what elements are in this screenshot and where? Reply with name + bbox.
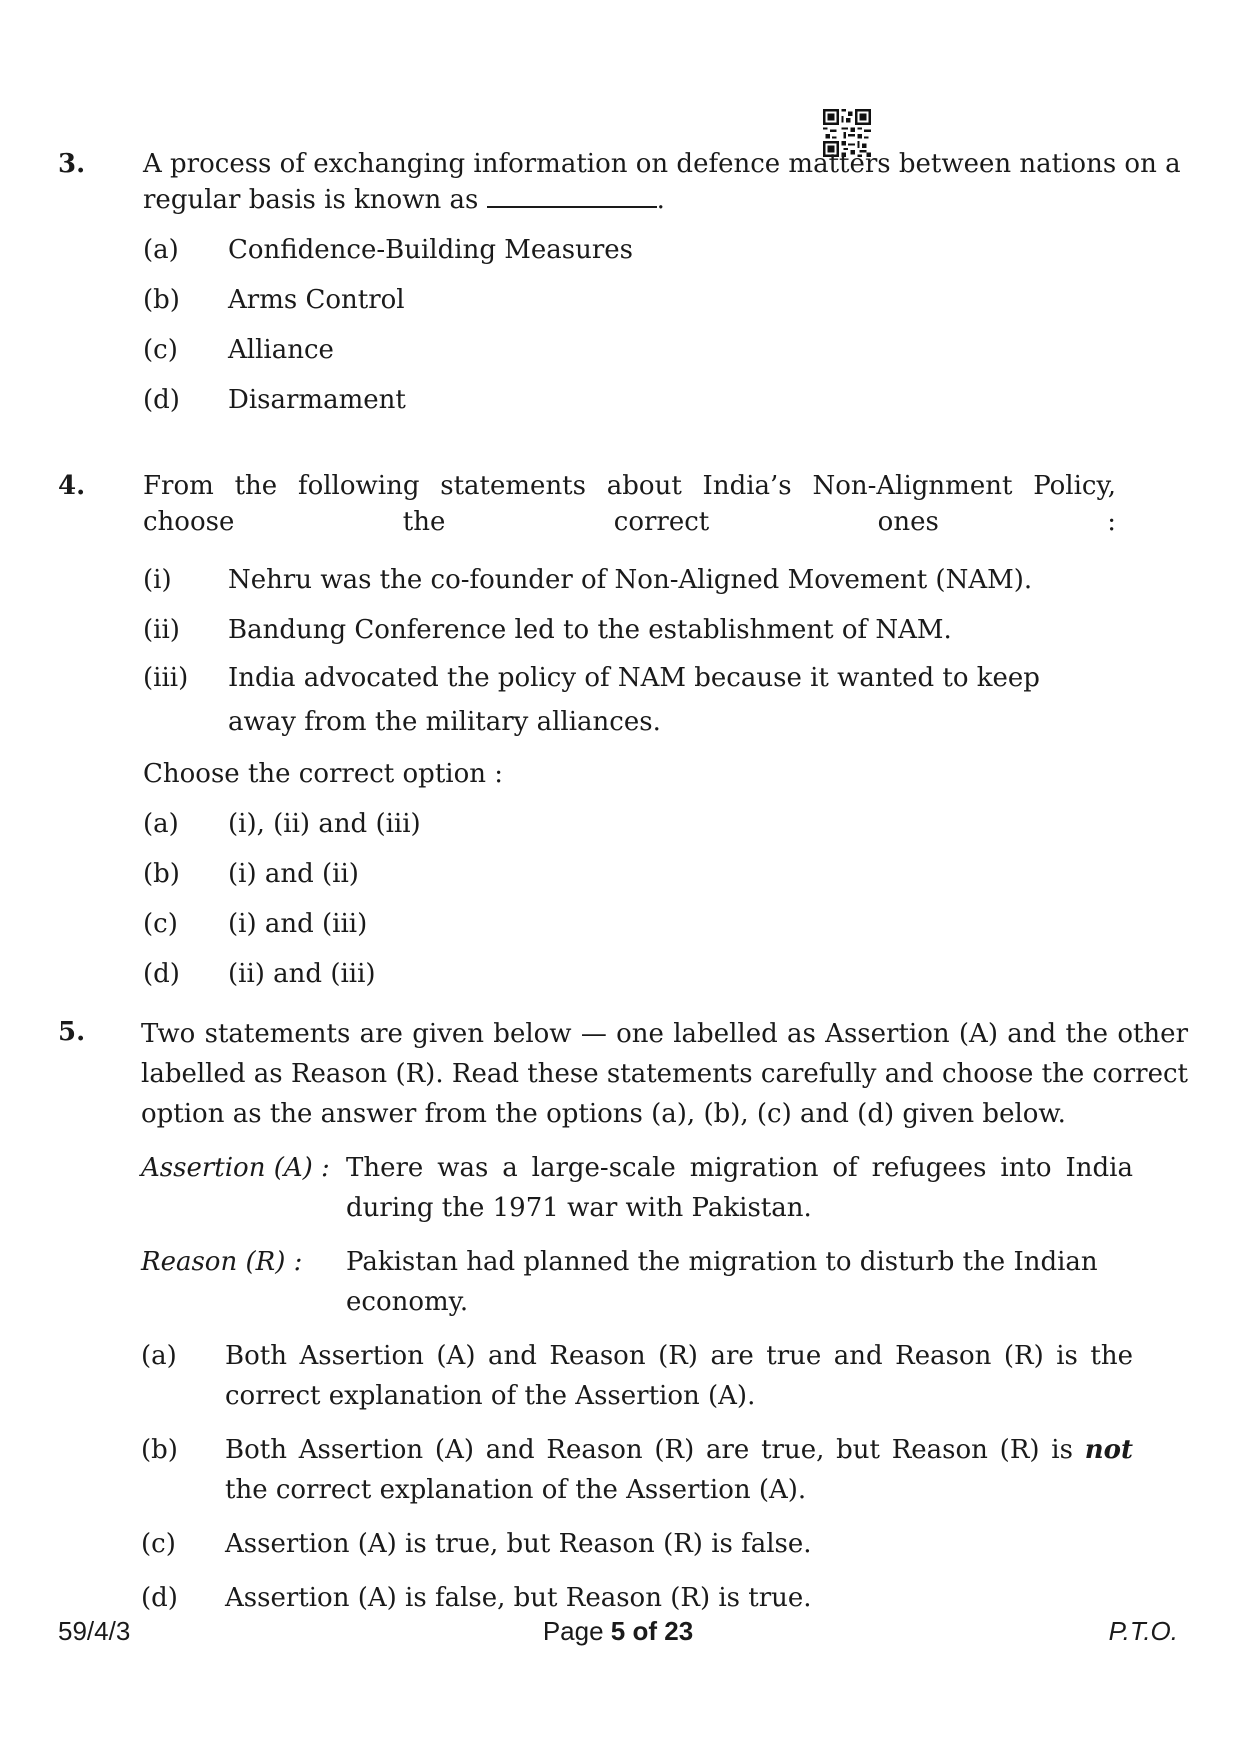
option-label: (a) xyxy=(143,809,179,839)
option-d xyxy=(143,382,1188,418)
question-stem: Two statements are given below — one labelled as Assertion (A) and the other labelled as Reason (R). Read these statements carefully and choose the correct option as the answer from the options (a), (b), (c) and (d) given below. xyxy=(141,1019,1188,1129)
option-b xyxy=(143,856,1116,892)
statement-label: (iii) xyxy=(143,663,189,693)
statement-iii xyxy=(143,656,1116,744)
option-label: (d) xyxy=(141,1583,178,1613)
question-number: 3. xyxy=(58,149,86,179)
assertion-label: Assertion (A) : xyxy=(141,1153,330,1183)
option-d xyxy=(143,956,1116,992)
statement-text: Nehru was the co-founder of Non-Aligned Movement (NAM). xyxy=(228,565,1033,595)
choose-prompt: Choose the correct option : xyxy=(143,759,504,789)
option-text: (i) and (ii) xyxy=(228,859,359,889)
statement-text: Bandung Conference led to the establishment of NAM. xyxy=(228,615,952,645)
option-emphasis: not xyxy=(1084,1435,1133,1465)
option-text: (ii) and (iii) xyxy=(228,959,376,989)
statement-label: (ii) xyxy=(143,615,180,645)
question-number: 5. xyxy=(58,1017,86,1047)
options-list xyxy=(143,232,1188,418)
option-text: Arms Control xyxy=(228,285,405,315)
pto-label: P.T.O. xyxy=(1108,1616,1178,1646)
option-label: (d) xyxy=(143,959,180,989)
option-label: (c) xyxy=(143,335,178,365)
fill-in-blank xyxy=(487,182,657,208)
option-label: (a) xyxy=(141,1341,177,1371)
page-prefix: Page xyxy=(542,1616,611,1646)
option-text-continued: the correct explanation of the Assertion (A). xyxy=(225,1475,807,1505)
assertion-reason-block xyxy=(141,1148,1188,1322)
option-text: Confidence-Building Measures xyxy=(228,235,633,265)
question-stem xyxy=(143,146,1188,218)
option-label: (a) xyxy=(143,235,179,265)
option-text: Assertion (A) is false, but Reason (R) is true. xyxy=(225,1583,812,1613)
question-body xyxy=(143,468,1116,992)
option-c xyxy=(143,906,1116,942)
option-a xyxy=(143,232,1188,268)
statement-ii xyxy=(143,612,1116,648)
option-label: (b) xyxy=(141,1435,178,1465)
stem-text: A process of exchanging information on defence matters between nations on a regular basis is known as xyxy=(143,149,1181,215)
option-label: (b) xyxy=(143,859,180,889)
option-text: Alliance xyxy=(228,335,334,365)
option-text: Both Assertion (A) and Reason (R) are true and Reason (R) is the correct explanation of the Assertion (A). xyxy=(225,1341,1133,1411)
option-c xyxy=(143,332,1188,368)
statements-list xyxy=(143,562,1116,744)
statement-i xyxy=(143,562,1116,598)
page-of: of xyxy=(625,1616,665,1646)
page-footer xyxy=(58,1616,1178,1652)
reason-label: Reason (R) : xyxy=(141,1247,303,1277)
option-text: Disarmament xyxy=(228,385,406,415)
assertion xyxy=(141,1148,1133,1228)
options-list xyxy=(143,806,1116,992)
options-list xyxy=(141,1336,1188,1618)
option-text: Both Assertion (A) and Reason (R) are true, but Reason (R) is xyxy=(225,1435,1073,1465)
option-label: (c) xyxy=(143,909,178,939)
page-current: 5 xyxy=(610,1616,626,1646)
stem-end: . xyxy=(656,185,665,215)
page-number xyxy=(58,1616,1178,1647)
option-text: Assertion (A) is true, but Reason (R) is false. xyxy=(225,1529,812,1559)
option-label: (b) xyxy=(143,285,180,315)
option-a xyxy=(141,1336,1133,1416)
reason xyxy=(141,1242,1133,1322)
question-stem: From the following statements about India’s Non-Alignment Policy, choose the correct ones : xyxy=(143,471,1116,537)
question-body xyxy=(141,1014,1188,1618)
option-label: (d) xyxy=(143,385,180,415)
option-d xyxy=(141,1578,1133,1618)
option-b xyxy=(143,282,1188,318)
question-number: 4. xyxy=(58,471,86,501)
option-a xyxy=(143,806,1116,842)
option-text: (i) and (iii) xyxy=(228,909,368,939)
option-b xyxy=(141,1430,1133,1510)
statement-label: (i) xyxy=(143,565,172,595)
option-label: (c) xyxy=(141,1529,176,1559)
assertion-text: There was a large-scale migration of refugees into India during the 1971 war with Pakistan. xyxy=(346,1153,1133,1223)
paper-code: 59/4/3 xyxy=(58,1616,131,1646)
option-text: (i), (ii) and (iii) xyxy=(228,809,421,839)
option-c xyxy=(141,1524,1133,1564)
question-body xyxy=(143,146,1188,418)
reason-text: Pakistan had planned the migration to disturb the Indian economy. xyxy=(346,1247,1098,1317)
statement-text: India advocated the policy of NAM because it wanted to keep away from the military alliances. xyxy=(228,663,1040,737)
page-total: 23 xyxy=(664,1616,694,1646)
